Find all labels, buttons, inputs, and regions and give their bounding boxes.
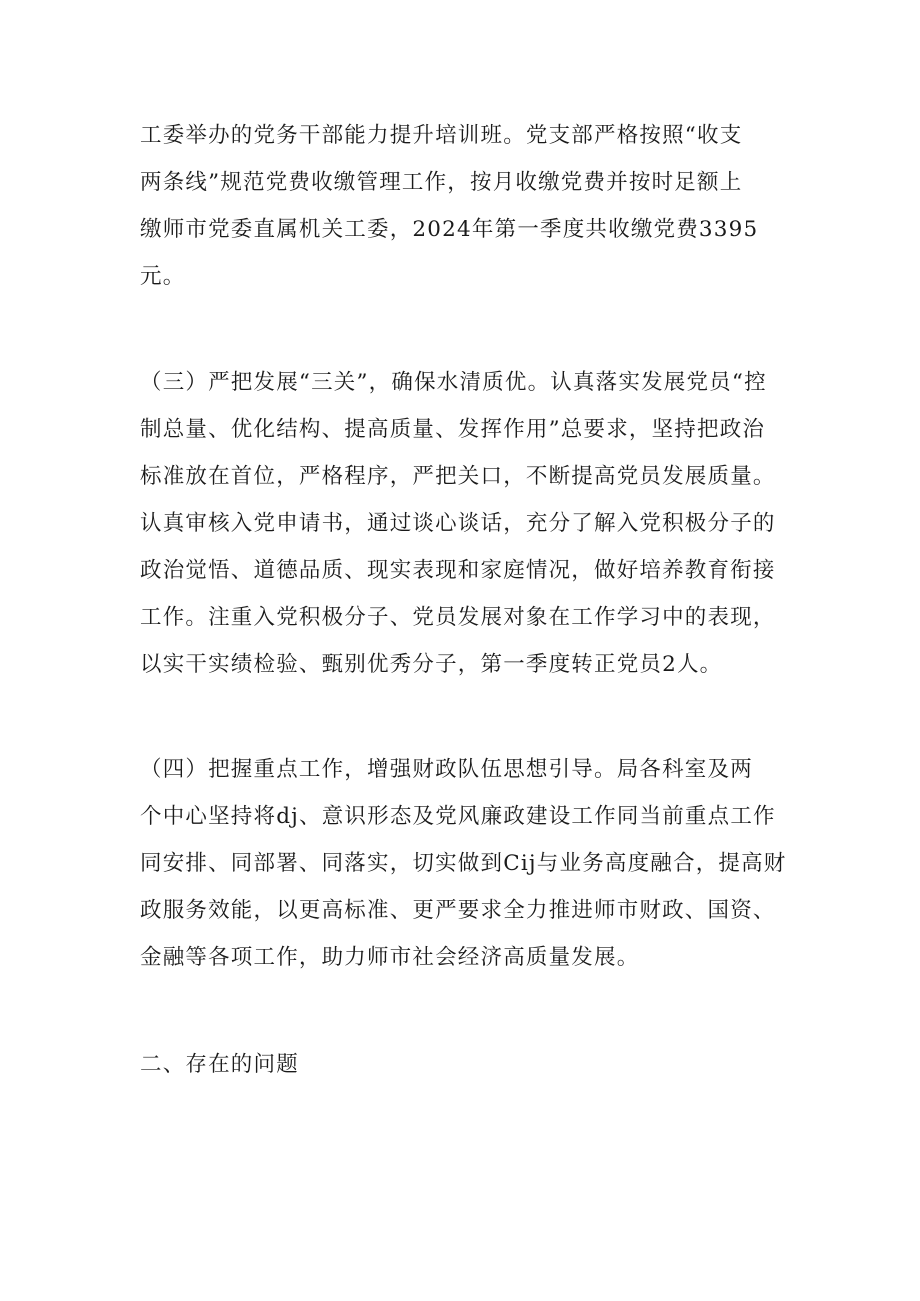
text-line: 政服务效能，以更高标准、更严要求全力推进师市财政、国资、 [140,898,776,923]
text-line: 元。 [140,264,186,289]
text-line: （四）把握重点工作，增强财政队伍思想引导。局各科室及两 [140,757,753,782]
text-line: 以实干实绩检验、甄别优秀分子，第一季度转正党员2人。 [140,652,723,677]
text-line: 认真审核入党申请书，通过谈心谈话，充分了解入党积极分子的 [140,511,776,536]
text-line: 个中心坚持将dj、意识形态及党风廉政建设工作同当前重点工作 [140,804,776,829]
paragraph-party-fee-collection [140,112,790,300]
text-line: 政治觉悟、道德品质、现实表现和家庭情况，做好培养教育衔接 [140,558,776,583]
text-line: 工委举办的党务干部能力提升培训班。党支部严格按照“收支 [140,123,743,148]
text-line: （三）严把发展“三关”，确保水清质优。认真落实发展党员“控 [140,370,767,395]
text-line: 同安排、同部署、同落实，切实做到Cij与业务高度融合，提高财 [140,851,787,876]
text-line: 制总量、优化结构、提高质量、发挥作用”总要求，坚持把政治 [140,417,766,442]
paragraph-key-work [140,746,790,981]
paragraph-member-development [140,359,790,688]
text-line: 工作。注重入党积极分子、党员发展对象在工作学习中的表现， [140,605,776,630]
text-line: 缴师市党委直属机关工委，2024年第一季度共收缴党费3395 [140,217,759,242]
text-line: 标准放在首位，严格程序，严把关口，不断提高党员发展质量。 [140,464,776,489]
section-heading: 二、存在的问题 [140,1052,299,1077]
text-line: 两条线”规范党费收缴管理工作，按月收缴党费并按时足额上 [140,170,743,195]
text-line: 金融等各项工作，助力师市社会经济高质量发展。 [140,945,640,970]
